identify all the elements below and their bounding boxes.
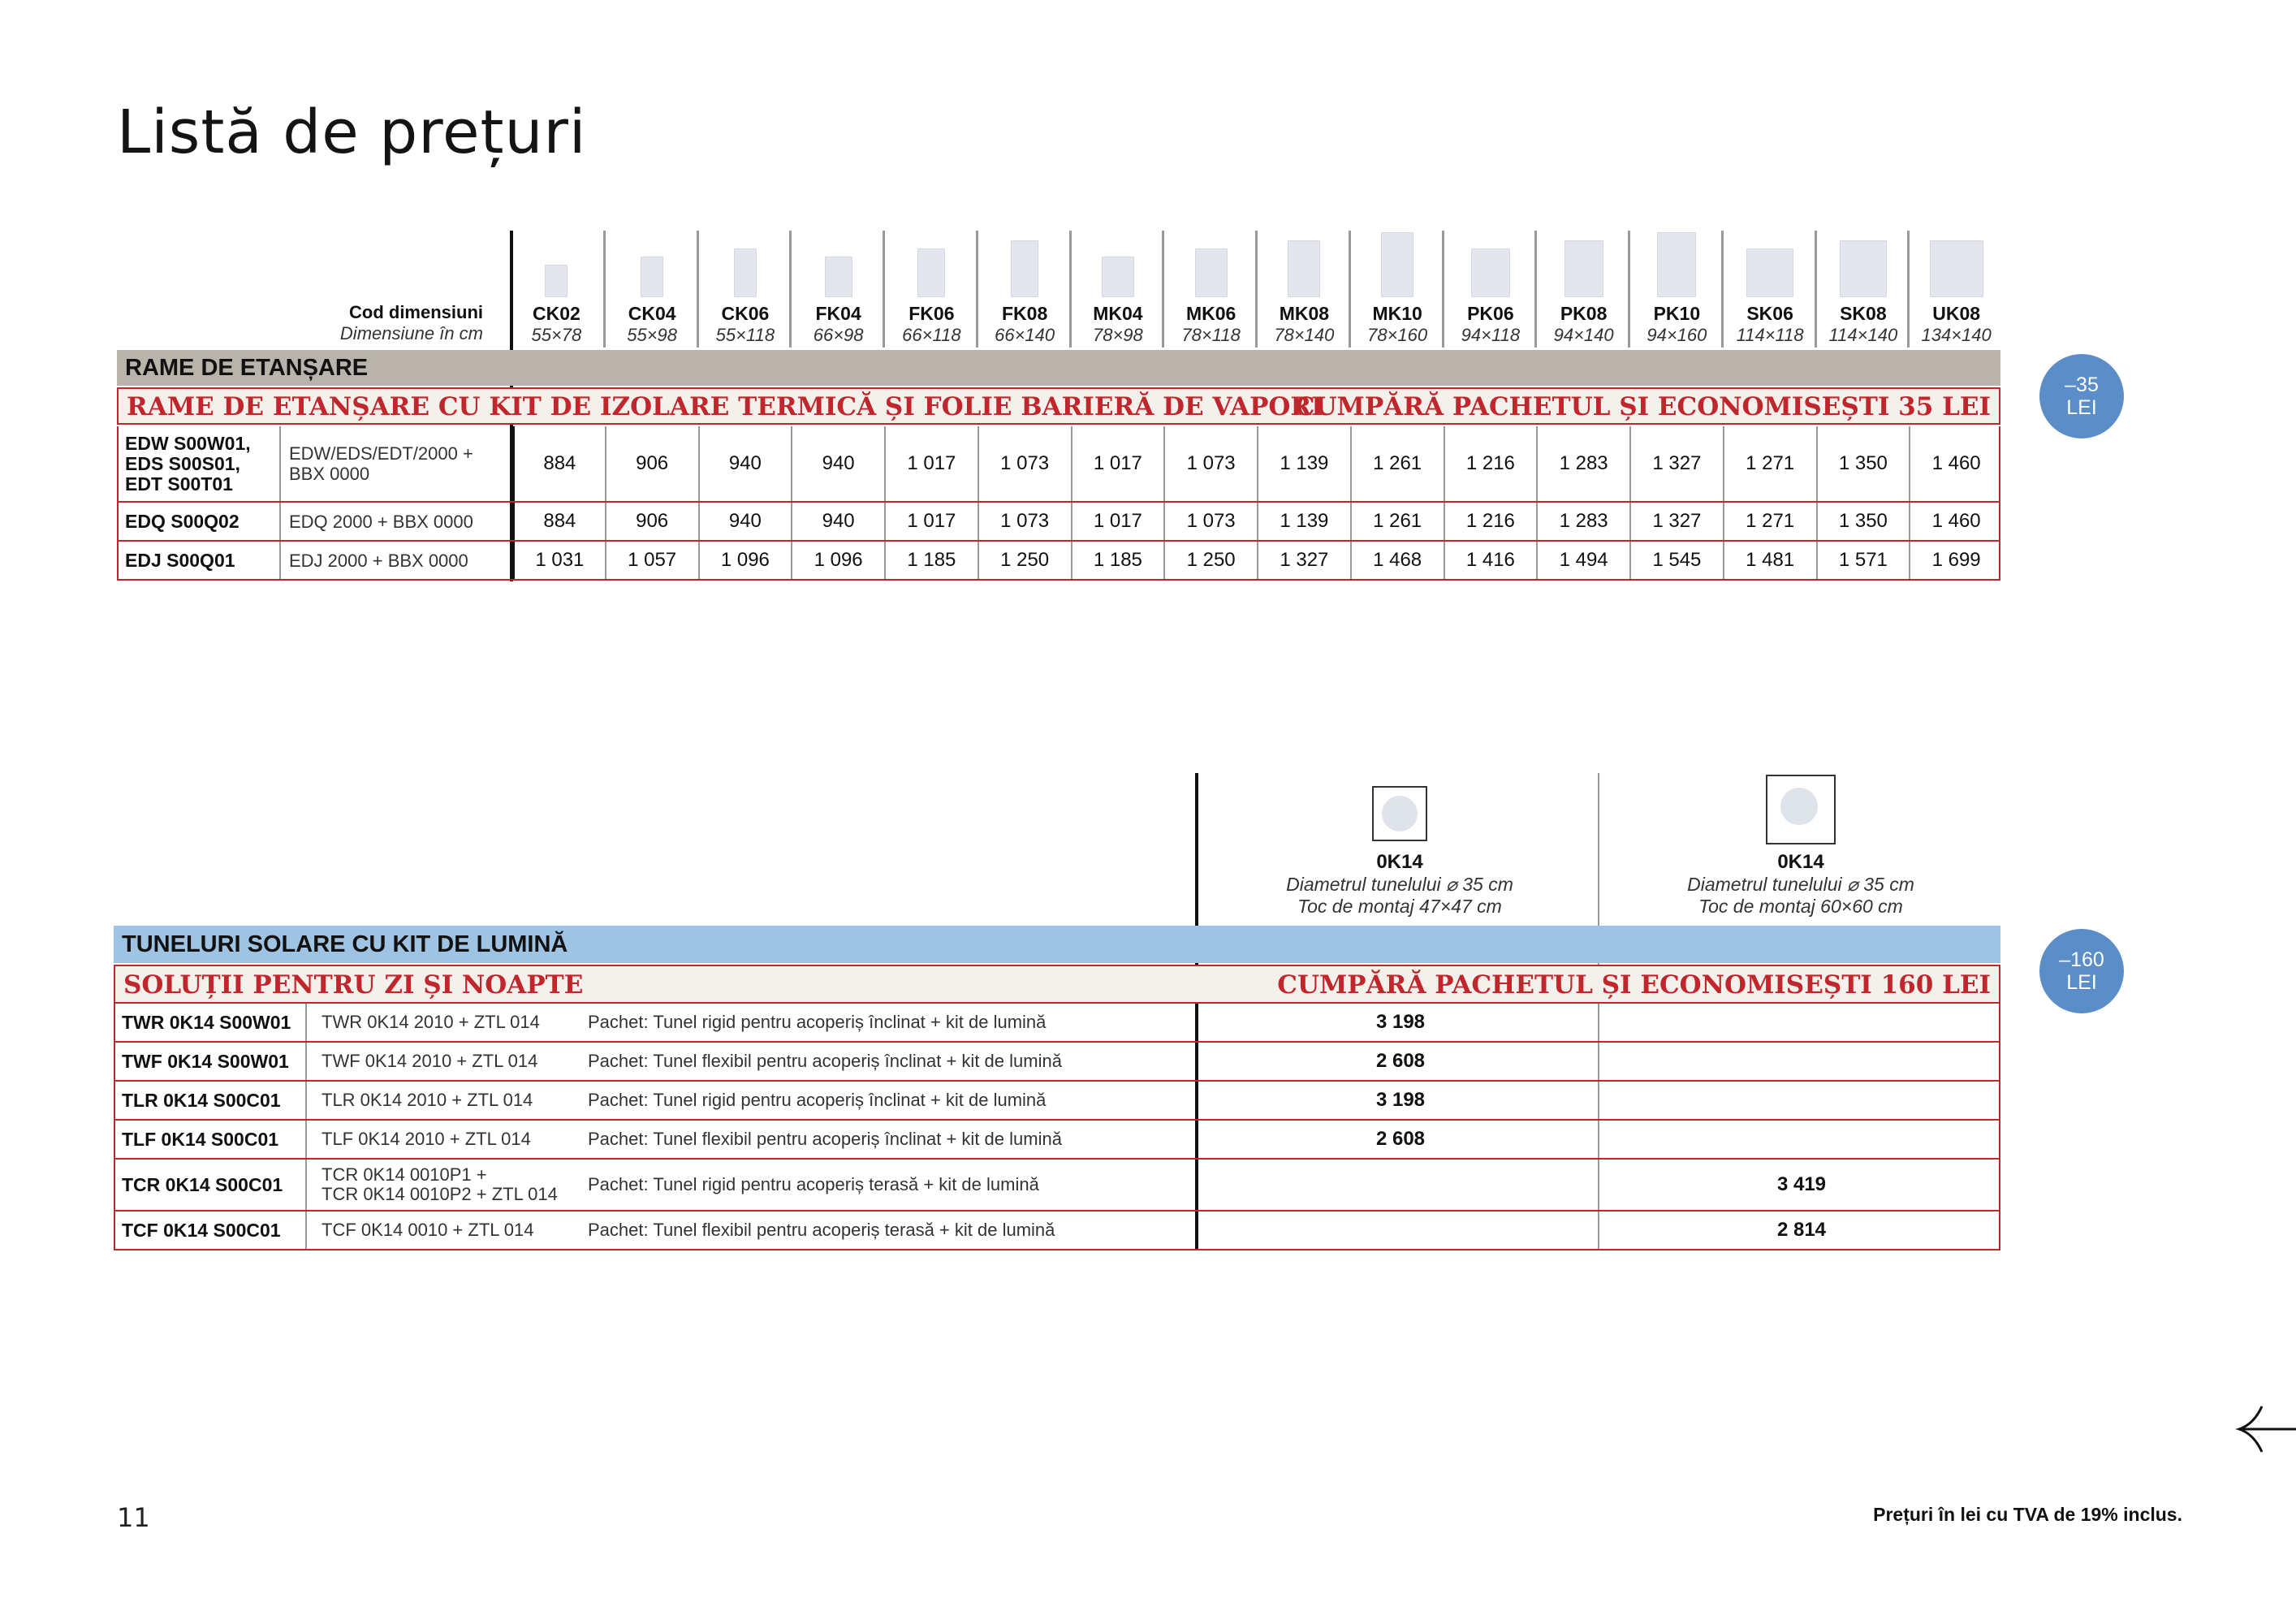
table-row <box>114 1043 2000 1082</box>
price-cell: 940 <box>791 503 884 540</box>
price-cell: 884 <box>511 503 605 540</box>
badge-unit: LEI <box>2066 396 2097 419</box>
package-description: Pachet: Tunel rigid pentru acoperiș înclinat + kit de lumină <box>588 1090 1047 1110</box>
size-code: MK10 <box>1372 303 1422 324</box>
window-size-icon <box>1102 257 1134 297</box>
price-cell: 1 571 <box>1816 542 1910 579</box>
window-size-icon <box>1288 240 1320 297</box>
price-47x47: 2 608 <box>1375 1050 1426 1072</box>
product-code: TLR 0K14 S00C01 <box>115 1082 307 1119</box>
price-cell: 1 139 <box>1257 503 1350 540</box>
price-cell: 1 216 <box>1444 503 1537 540</box>
size-code: CK02 <box>532 303 580 324</box>
size-dimensions: 55×118 <box>715 325 775 345</box>
size-dimensions: 78×140 <box>1274 325 1335 345</box>
price-cell: 1 416 <box>1444 542 1537 579</box>
product-code: EDQ S00Q02 <box>119 503 281 540</box>
product-components: TWF 0K14 2010 + ZTL 014 <box>322 1051 538 1071</box>
solar-tunnels-price-table <box>114 773 2000 1250</box>
size-dimensions: 134×140 <box>1921 325 1992 345</box>
section-title: TUNELURI SOLARE CU KIT DE LUMINĂ <box>114 926 2000 963</box>
tunnel-column-60 <box>1599 773 2002 924</box>
size-dimensions: 114×140 <box>1828 325 1898 345</box>
subsection-band <box>117 387 2000 425</box>
table-row <box>114 1004 2000 1043</box>
price-cell: 940 <box>698 426 792 501</box>
size-column-mk10 <box>1349 231 1444 348</box>
price-cell: 906 <box>605 426 698 501</box>
window-size-icon <box>1381 232 1413 297</box>
size-column-sk06 <box>1721 231 1817 348</box>
size-column-mk08 <box>1255 231 1351 348</box>
size-column-uk08 <box>1907 231 2003 348</box>
product-code: TLF 0K14 S00C01 <box>115 1121 307 1158</box>
price-cell: 1 073 <box>1163 503 1257 540</box>
size-code: MK06 <box>1185 303 1236 324</box>
size-dimensions: 94×160 <box>1646 325 1707 345</box>
package-description: Pachet: Tunel rigid pentru acoperiș înclinat + kit de lumină <box>588 1012 1047 1032</box>
product-components: EDQ 2000 + BBX 0000 <box>289 511 473 532</box>
product-components: TLR 0K14 2010 + ZTL 014 <box>322 1090 533 1110</box>
subsection-offer: CUMPĂRĂ PACHETUL ȘI ECONOMISEȘTI 160 LEI <box>1277 970 1991 1000</box>
subsection-band <box>114 965 2000 1004</box>
price-cell: 1 017 <box>884 426 978 501</box>
size-dimensions: 55×78 <box>531 325 582 345</box>
subsection-title: RAME DE ETANȘARE CU KIT DE IZOLARE TERMICĂ ȘI FOLIE BARIERĂ DE VAPORI <box>127 392 1323 421</box>
size-code: PK10 <box>1653 303 1701 324</box>
product-components: EDW/EDS/EDT/2000 + BBX 0000 <box>289 443 473 484</box>
table-row <box>114 1212 2000 1250</box>
table-row <box>117 503 2000 542</box>
price-cell: 940 <box>791 426 884 501</box>
tunnel-column-47 <box>1198 773 1601 924</box>
package-description: Pachet: Tunel flexibil pentru acoperiș înclinat + kit de lumină <box>588 1129 1062 1149</box>
dimension-code-label: Cod dimensiuni <box>349 302 483 322</box>
subsection-title: SOLUȚII PENTRU ZI ȘI NOAPTE <box>123 970 584 1000</box>
table-row <box>117 426 2000 503</box>
size-dimensions: 94×118 <box>1461 325 1521 345</box>
price-47x47: 2 608 <box>1375 1128 1426 1150</box>
window-size-icon <box>1471 248 1510 297</box>
tunnel-code: 0K14 <box>1777 851 1824 873</box>
price-cell: 1 261 <box>1350 426 1444 501</box>
price-cell: 1 460 <box>1909 426 2002 501</box>
table-row <box>117 542 2000 581</box>
price-cell: 1 185 <box>884 542 978 579</box>
window-size-icon <box>1840 240 1887 297</box>
price-cell: 1 261 <box>1350 503 1444 540</box>
price-cell: 1 017 <box>1071 426 1164 501</box>
subsection-offer: CUMPĂRĂ PACHETUL ȘI ECONOMISEȘTI 35 LEI <box>1294 392 1991 421</box>
section-title: RAME DE ETANȘARE <box>117 350 2000 386</box>
table-row <box>114 1160 2000 1212</box>
price-47x47 <box>1200 1212 1601 1249</box>
product-components: EDJ 2000 + BBX 0000 <box>289 550 468 571</box>
size-dimensions: 78×160 <box>1367 325 1428 345</box>
product-code: TCR 0K14 S00C01 <box>115 1160 307 1210</box>
price-cell: 1 250 <box>1163 542 1257 579</box>
size-column-mk04 <box>1069 231 1165 348</box>
size-dimensions: 66×118 <box>902 325 961 345</box>
tunnel-60-icon <box>1766 775 1836 844</box>
dimension-header <box>158 302 483 344</box>
window-size-icon <box>1746 248 1793 297</box>
price-cell: 1 699 <box>1909 542 2002 579</box>
size-column-ck04 <box>603 231 699 348</box>
price-cell: 1 185 <box>1071 542 1164 579</box>
price-cell: 1 350 <box>1816 426 1910 501</box>
price-47x47: 3 198 <box>1375 1089 1426 1111</box>
size-code: PK06 <box>1467 303 1514 324</box>
size-column-pk10 <box>1628 231 1724 348</box>
table-row <box>114 1082 2000 1121</box>
size-dimensions: 78×118 <box>1181 325 1241 345</box>
window-size-icon <box>641 257 663 297</box>
product-code: EDJ S00Q01 <box>119 542 281 579</box>
size-column-pk06 <box>1442 231 1538 348</box>
price-cell: 1 327 <box>1257 542 1350 579</box>
size-column-fk06 <box>883 231 978 348</box>
package-description: Pachet: Tunel rigid pentru acoperiș terasă + kit de lumină <box>588 1174 1039 1194</box>
size-dimensions: 78×98 <box>1092 325 1143 345</box>
tunnel-47-icon <box>1372 786 1427 841</box>
package-description: Pachet: Tunel flexibil pentru acoperiș terasă + kit de lumină <box>588 1220 1055 1240</box>
price-cell: 1 216 <box>1444 426 1537 501</box>
price-cell: 1 073 <box>978 503 1071 540</box>
price-cell: 884 <box>511 426 605 501</box>
product-code: TCF 0K14 S00C01 <box>115 1212 307 1249</box>
vat-note: Prețuri în lei cu TVA de 19% inclus. <box>1873 1504 2182 1525</box>
price-cell: 1 073 <box>978 426 1071 501</box>
size-column-sk08 <box>1815 231 1910 348</box>
window-size-icon <box>734 248 757 297</box>
table-row <box>114 1121 2000 1160</box>
price-cell: 1 327 <box>1629 426 1723 501</box>
price-cell: 1 283 <box>1536 426 1629 501</box>
size-code: PK08 <box>1560 303 1608 324</box>
window-size-icon <box>1564 240 1603 297</box>
tunnel-code: 0K14 <box>1376 851 1423 873</box>
price-60x60 <box>1601 1004 2002 1041</box>
tunnel-frame-size: Toc de montaj 60×60 cm <box>1698 896 1903 917</box>
size-column-pk08 <box>1534 231 1630 348</box>
page-title: Listă de prețuri <box>117 97 587 167</box>
discount-badge-35 <box>2039 354 2124 438</box>
price-cell: 1 460 <box>1909 503 2002 540</box>
price-cell: 1 545 <box>1629 542 1723 579</box>
size-code: MK04 <box>1093 303 1143 324</box>
size-column-ck06 <box>697 231 792 348</box>
price-cell: 1 271 <box>1723 426 1816 501</box>
product-components: TCR 0K14 0010P1 + TCR 0K14 0010P2 + ZTL 014 <box>322 1164 558 1204</box>
price-60x60 <box>1601 1121 2002 1158</box>
price-60x60: 2 814 <box>1776 1219 1827 1241</box>
window-size-icon <box>1195 248 1228 297</box>
size-code: SK06 <box>1746 303 1793 324</box>
size-dimensions: 114×118 <box>1736 325 1804 345</box>
product-components: TCF 0K14 0010 + ZTL 014 <box>322 1220 534 1240</box>
window-size-icon <box>1011 240 1038 297</box>
price-cell: 1 283 <box>1536 503 1629 540</box>
seal-frames-price-table <box>117 231 2000 581</box>
price-47x47 <box>1200 1160 1601 1210</box>
size-code: MK08 <box>1279 303 1330 324</box>
window-size-icon <box>917 248 945 297</box>
product-components: TLF 0K14 2010 + ZTL 014 <box>322 1129 531 1149</box>
price-cell: 1 017 <box>1071 503 1164 540</box>
price-60x60: 3 419 <box>1776 1173 1827 1195</box>
size-dimensions: 66×98 <box>813 325 864 345</box>
price-60x60 <box>1601 1043 2002 1080</box>
window-size-icon <box>545 265 568 297</box>
window-size-icon <box>1657 232 1696 297</box>
dimension-size-label: Dimensiune în cm <box>339 323 483 343</box>
price-cell: 1 139 <box>1257 426 1350 501</box>
price-cell: 1 031 <box>511 542 605 579</box>
size-dimensions: 94×140 <box>1553 325 1614 345</box>
discount-badge-160 <box>2039 929 2124 1013</box>
badge-amount: –160 <box>2059 948 2104 971</box>
size-code: FK06 <box>908 303 955 324</box>
size-column-fk08 <box>976 231 1072 348</box>
product-code: TWF 0K14 S00W01 <box>115 1043 307 1080</box>
page-number: 11 <box>117 1502 150 1533</box>
window-size-icon <box>1930 240 1983 297</box>
arrow-left-icon[interactable] <box>2234 1403 2296 1455</box>
badge-amount: –35 <box>2065 374 2099 396</box>
price-cell: 1 096 <box>791 542 884 579</box>
product-components: TWR 0K14 2010 + ZTL 014 <box>322 1012 540 1032</box>
size-dimensions: 55×98 <box>627 325 678 345</box>
tunnel-frame-size: Toc de montaj 47×47 cm <box>1297 896 1502 917</box>
window-size-icon <box>825 257 852 297</box>
price-cell: 940 <box>698 503 792 540</box>
size-column-fk04 <box>789 231 885 348</box>
price-60x60 <box>1601 1082 2002 1119</box>
tunnel-diameter: Diametrul tunelului ⌀ 35 cm <box>1687 874 1914 895</box>
price-cell: 1 327 <box>1629 503 1723 540</box>
size-code: CK06 <box>721 303 770 324</box>
size-code: CK04 <box>628 303 676 324</box>
price-cell: 1 096 <box>698 542 792 579</box>
size-code: UK08 <box>1932 303 1981 324</box>
price-cell: 1 250 <box>978 542 1071 579</box>
size-column-ck02 <box>510 231 603 348</box>
price-cell: 1 073 <box>1163 426 1257 501</box>
price-cell: 1 481 <box>1723 542 1816 579</box>
price-cell: 1 271 <box>1723 503 1816 540</box>
price-cell: 1 057 <box>605 542 698 579</box>
size-dimensions: 66×140 <box>995 325 1055 345</box>
price-cell: 1 494 <box>1536 542 1629 579</box>
size-column-mk06 <box>1162 231 1258 348</box>
price-cell: 906 <box>605 503 698 540</box>
badge-unit: LEI <box>2066 971 2097 994</box>
price-47x47: 3 198 <box>1375 1011 1426 1033</box>
product-code: TWR 0K14 S00W01 <box>115 1004 307 1041</box>
size-code: FK04 <box>815 303 861 324</box>
price-cell: 1 017 <box>884 503 978 540</box>
size-code: FK08 <box>1002 303 1048 324</box>
price-cell: 1 468 <box>1350 542 1444 579</box>
size-code: SK08 <box>1840 303 1887 324</box>
product-code: EDW S00W01, EDS S00S01, EDT S00T01 <box>119 426 281 501</box>
price-cell: 1 350 <box>1816 503 1910 540</box>
package-description: Pachet: Tunel flexibil pentru acoperiș înclinat + kit de lumină <box>588 1051 1062 1071</box>
tunnel-diameter: Diametrul tunelului ⌀ 35 cm <box>1286 874 1513 895</box>
